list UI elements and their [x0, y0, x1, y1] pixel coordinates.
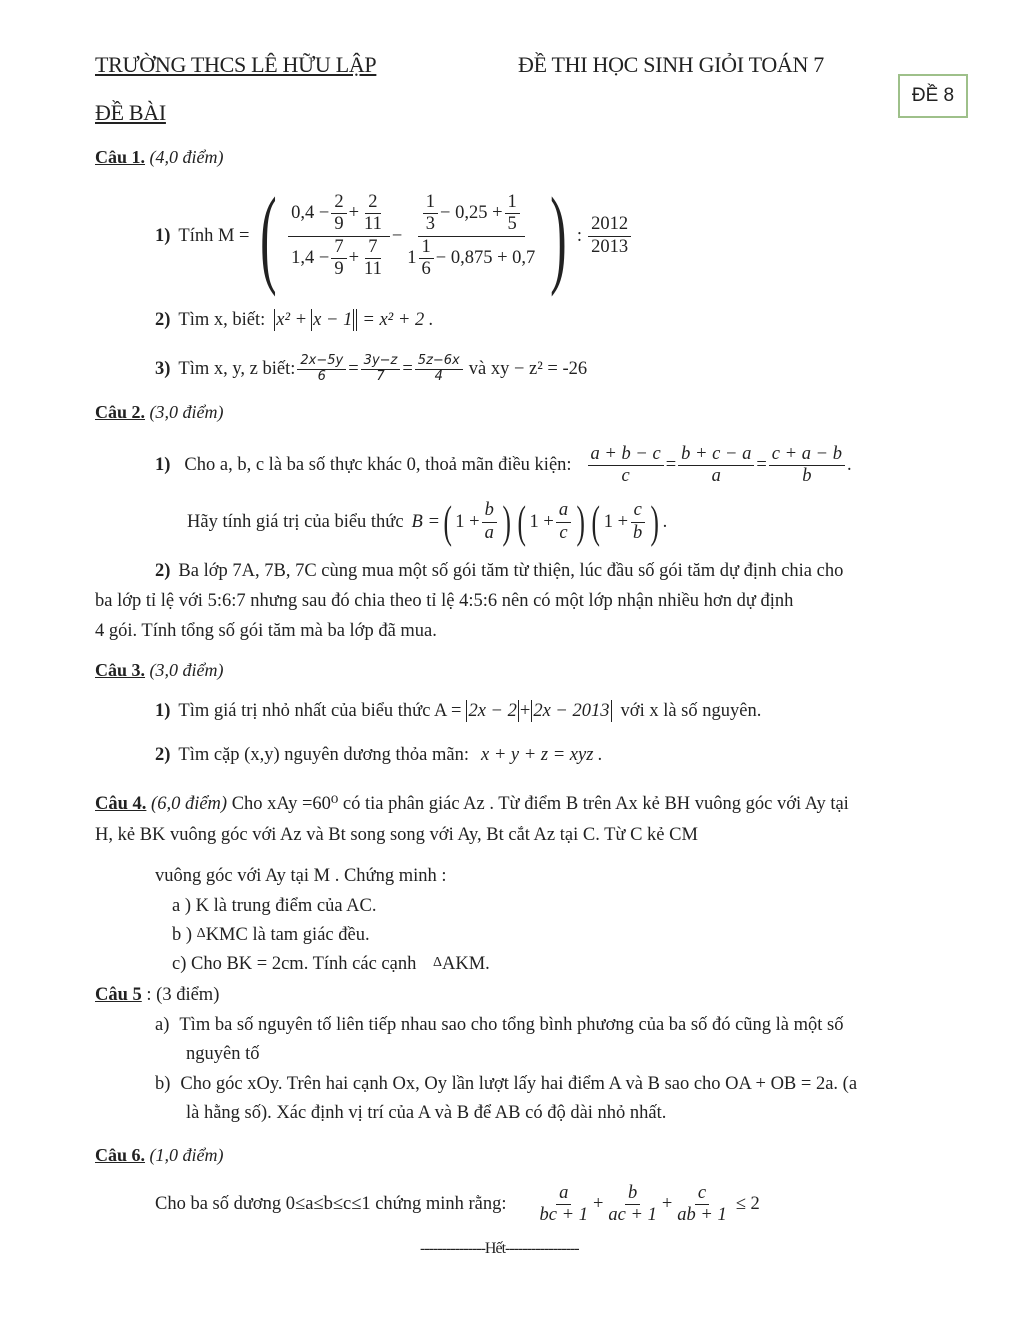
- term: 1,4 −: [291, 247, 330, 268]
- question-points: (1,0 điểm): [149, 1145, 224, 1165]
- item-text: Tìm cặp (x,y) nguyên dương thỏa mãn:: [178, 745, 469, 765]
- item-text: Tìm ba số nguyên tố liên tiếp nhau sao cho tổng bình phương của ba số đó cũng là một số: [179, 1015, 844, 1035]
- question-3-part-2: [155, 745, 603, 766]
- math-term: 2x − 2: [468, 700, 517, 721]
- math-term: B =: [411, 511, 440, 532]
- question-1-part-3: [155, 354, 587, 385]
- question-2-part-2-line-3: 4 gói. Tính tổng số gói tăm mà ba lớp đã mua.: [95, 621, 437, 641]
- denominator: b: [802, 466, 812, 487]
- math-term: = x² + 2 .: [362, 309, 434, 330]
- numerator: 5z−6x: [415, 354, 463, 370]
- item-number: 1): [155, 700, 171, 721]
- right-paren: ): [576, 496, 585, 547]
- question-label: Câu 3.: [95, 660, 146, 680]
- denominator: 11: [364, 258, 382, 279]
- formula-fraction-1: [288, 192, 390, 280]
- question-4-item-a: a ) K là trung điểm của AC.: [172, 896, 377, 916]
- numerator: 1: [419, 237, 434, 259]
- question-3-part-1: [155, 700, 761, 722]
- section-title: ĐỀ BÀI: [95, 100, 166, 125]
- numerator: c: [695, 1183, 709, 1205]
- question-6-heading: [95, 1145, 224, 1166]
- question-points: (3,0 điểm): [149, 660, 224, 680]
- question-4-item-c: [172, 954, 490, 975]
- math-term: 2x − 2013: [533, 700, 610, 721]
- numerator: 1: [505, 192, 520, 214]
- question-5-item-a: [155, 1015, 844, 1036]
- item-number: 2): [155, 745, 171, 765]
- numerator: 2: [331, 192, 346, 214]
- question-5-item-b: [155, 1074, 857, 1095]
- numerator: 7: [331, 237, 346, 259]
- item-text: Tìm x, biết:: [178, 309, 266, 330]
- abs-bar: [611, 700, 612, 722]
- question-label: Câu 2.: [95, 402, 146, 422]
- item-text: và xy − z² = -26: [468, 358, 588, 379]
- denominator: b: [633, 522, 643, 543]
- denominator: 2013: [591, 236, 629, 257]
- math-term: x² +: [276, 309, 308, 330]
- triangle-icon: Δ: [432, 955, 442, 970]
- item-number: 3): [155, 358, 171, 379]
- denominator: 7: [376, 368, 385, 384]
- numerator: 2: [365, 192, 380, 214]
- item-text: Tìm giá trị nhỏ nhất của biểu thức A =: [178, 700, 462, 721]
- question-label: Câu 4.: [95, 794, 147, 814]
- formula-fraction-3: [588, 214, 631, 258]
- operator: =: [348, 358, 359, 379]
- abs-bar: [356, 309, 357, 331]
- abs-bar: [311, 309, 312, 331]
- question-1-part-1: [155, 175, 633, 297]
- question-1-heading: [95, 147, 224, 168]
- punctuation: .: [662, 511, 668, 532]
- question-label: Câu 1.: [95, 147, 146, 167]
- left-paren: (: [591, 496, 601, 547]
- item-label: b): [155, 1074, 171, 1094]
- item-number: 2): [155, 309, 171, 330]
- question-label: Câu 6.: [95, 1145, 146, 1165]
- item-text: Tìm x, y, z biết:: [178, 358, 296, 379]
- item-text: Cho góc xOy. Trên hai cạnh Ox, Oy lần lượt lấy hai điểm A và B sao cho OA + OB = 2a. (a: [180, 1074, 858, 1094]
- item-number: 1): [155, 455, 171, 476]
- left-paren: (: [259, 175, 277, 297]
- denominator: c: [559, 522, 568, 543]
- denominator: bc + 1: [539, 1205, 588, 1226]
- denominator: a: [711, 466, 721, 487]
- item-label: b ): [172, 925, 193, 945]
- numerator: a: [556, 500, 571, 522]
- right-paren: ): [502, 496, 511, 547]
- operator: +: [519, 700, 531, 721]
- exam-code-badge: ĐỀ 8: [898, 74, 968, 118]
- denominator: ab + 1: [677, 1205, 727, 1226]
- denominator: 6: [317, 368, 326, 384]
- question-5-item-a-line-2: nguyên tố: [186, 1044, 260, 1064]
- formula-fraction-2: [404, 192, 538, 280]
- denominator: 6: [421, 258, 431, 279]
- mixed-whole: 1: [407, 247, 417, 268]
- item-text: KMC là tam giác đều.: [205, 925, 370, 945]
- question-points: (6,0 điểm): [151, 794, 228, 814]
- denominator: a: [484, 522, 494, 543]
- item-text: Cho a, b, c là ba số thực khác 0, thoả mãn điều kiện:: [184, 455, 572, 476]
- exam-title: ĐỀ THI HỌC SINH GIỎI TOÁN 7: [518, 52, 825, 77]
- item-text: Hãy tính giá trị của biểu thức: [187, 511, 404, 532]
- numerator: c + a − b: [769, 444, 845, 466]
- numerator: a + b − c: [588, 444, 664, 466]
- question-4-line-3: vuông góc với Ay tại M . Chứng minh :: [155, 866, 447, 886]
- denominator: 4: [434, 368, 443, 384]
- operator: =: [665, 455, 677, 476]
- operator: +: [348, 247, 360, 268]
- question-3-heading: [95, 660, 224, 681]
- question-points: (4,0 điểm): [149, 147, 224, 167]
- operator: −: [391, 225, 403, 246]
- left-paren: (: [517, 496, 527, 547]
- item-text: AKM.: [442, 954, 490, 974]
- denominator: 11: [364, 214, 382, 235]
- denominator: ac + 1: [608, 1205, 657, 1226]
- question-2-part-1: [155, 444, 852, 488]
- question-points: : (3 điểm): [146, 985, 220, 1005]
- numerator: 2x−5y: [297, 354, 346, 370]
- question-label: Câu 5: [95, 985, 142, 1005]
- operator: =: [756, 455, 767, 476]
- triangle-icon: Δ: [196, 926, 206, 941]
- operator: +: [348, 203, 360, 224]
- numerator: 7: [365, 237, 380, 259]
- denominator: 5: [507, 214, 517, 235]
- numerator: 2012: [588, 214, 631, 236]
- numerator: c: [631, 500, 645, 522]
- question-2-part-2-line-2: ba lớp tỉ lệ với 5:6:7 nhưng sau đó chia theo tỉ lệ 4:5:6 nên có một lớp nhận nhiều hơn dự định: [95, 591, 794, 611]
- question-5-heading: [95, 985, 219, 1006]
- operator: :: [576, 225, 583, 246]
- left-paren: (: [443, 496, 452, 547]
- denominator: 9: [334, 214, 344, 235]
- math-term: x − 1: [313, 309, 353, 330]
- numerator: b: [625, 1183, 640, 1205]
- term: − 0,875 + 0,7: [435, 247, 536, 268]
- question-4-item-b: [172, 925, 370, 946]
- item-label: a): [155, 1015, 170, 1035]
- end-marker: ---------------Hết-----------------: [420, 1240, 579, 1257]
- question-2-part-1-expression: [187, 496, 668, 547]
- item-text: c) Cho BK = 2cm. Tính các cạnh: [172, 954, 417, 974]
- math-term: 1 +: [529, 511, 554, 532]
- question-5-item-b-line-2: là hằng số). Xác định vị trí của A và B để AB có độ dài nhỏ nhất.: [186, 1103, 667, 1123]
- item-number: 1): [155, 225, 171, 246]
- item-number: 2): [155, 561, 171, 581]
- item-text: Tính M =: [178, 225, 250, 246]
- math-term: x + y + z = xyz .: [480, 745, 603, 765]
- punctuation: .: [846, 455, 852, 476]
- school-name: TRƯỜNG THCS LÊ HỮU LẬP: [95, 52, 377, 77]
- numerator: b: [482, 500, 497, 522]
- math-term: 1 +: [455, 511, 480, 532]
- right-paren: ): [550, 175, 567, 297]
- math-term: 1 +: [603, 511, 629, 532]
- item-text: với x là số nguyên.: [620, 700, 762, 721]
- numerator: 1: [423, 192, 438, 214]
- denominator: 3: [425, 214, 436, 235]
- denominator: c: [621, 466, 630, 487]
- question-2-heading: [95, 402, 224, 423]
- question-6-body: [155, 1183, 760, 1227]
- question-4-line-1: [95, 793, 849, 815]
- abs-bar: [531, 700, 532, 722]
- term: − 0,25 +: [440, 203, 503, 224]
- abs-bar: [518, 700, 519, 722]
- item-text: Cho xAy =60⁰ có tia phân giác Az . Từ điểm B trên Ax kẻ BH vuông góc với Ay tại: [231, 794, 849, 814]
- abs-bar: [353, 309, 354, 331]
- numerator: a: [556, 1183, 571, 1205]
- denominator: 9: [334, 258, 344, 279]
- question-4-line-2: H, kẻ BK vuông góc với Az và Bt song song với Ay, Bt cắt Az tại C. Từ C kẻ CM: [95, 825, 698, 845]
- right-paren: ): [650, 496, 660, 547]
- term: 0,4 −: [291, 203, 330, 224]
- abs-bar: [466, 700, 467, 722]
- math-term: ≤ 2: [735, 1194, 760, 1215]
- numerator: 3y−z: [361, 354, 401, 370]
- item-text: Ba lớp 7A, 7B, 7C cùng mua một số gói tăm từ thiện, lúc đầu số gói tăm dự định chia cho: [178, 561, 844, 581]
- operator: =: [402, 358, 413, 379]
- numerator: b + c − a: [678, 444, 754, 466]
- question-2-part-2-line-1: [155, 561, 843, 582]
- operator: +: [592, 1194, 604, 1215]
- question-points: (3,0 điểm): [149, 402, 224, 422]
- question-1-part-2: [155, 309, 433, 331]
- item-text: Cho ba số dương 0≤a≤b≤c≤1 chứng minh rằng:: [155, 1194, 507, 1215]
- operator: +: [661, 1194, 673, 1215]
